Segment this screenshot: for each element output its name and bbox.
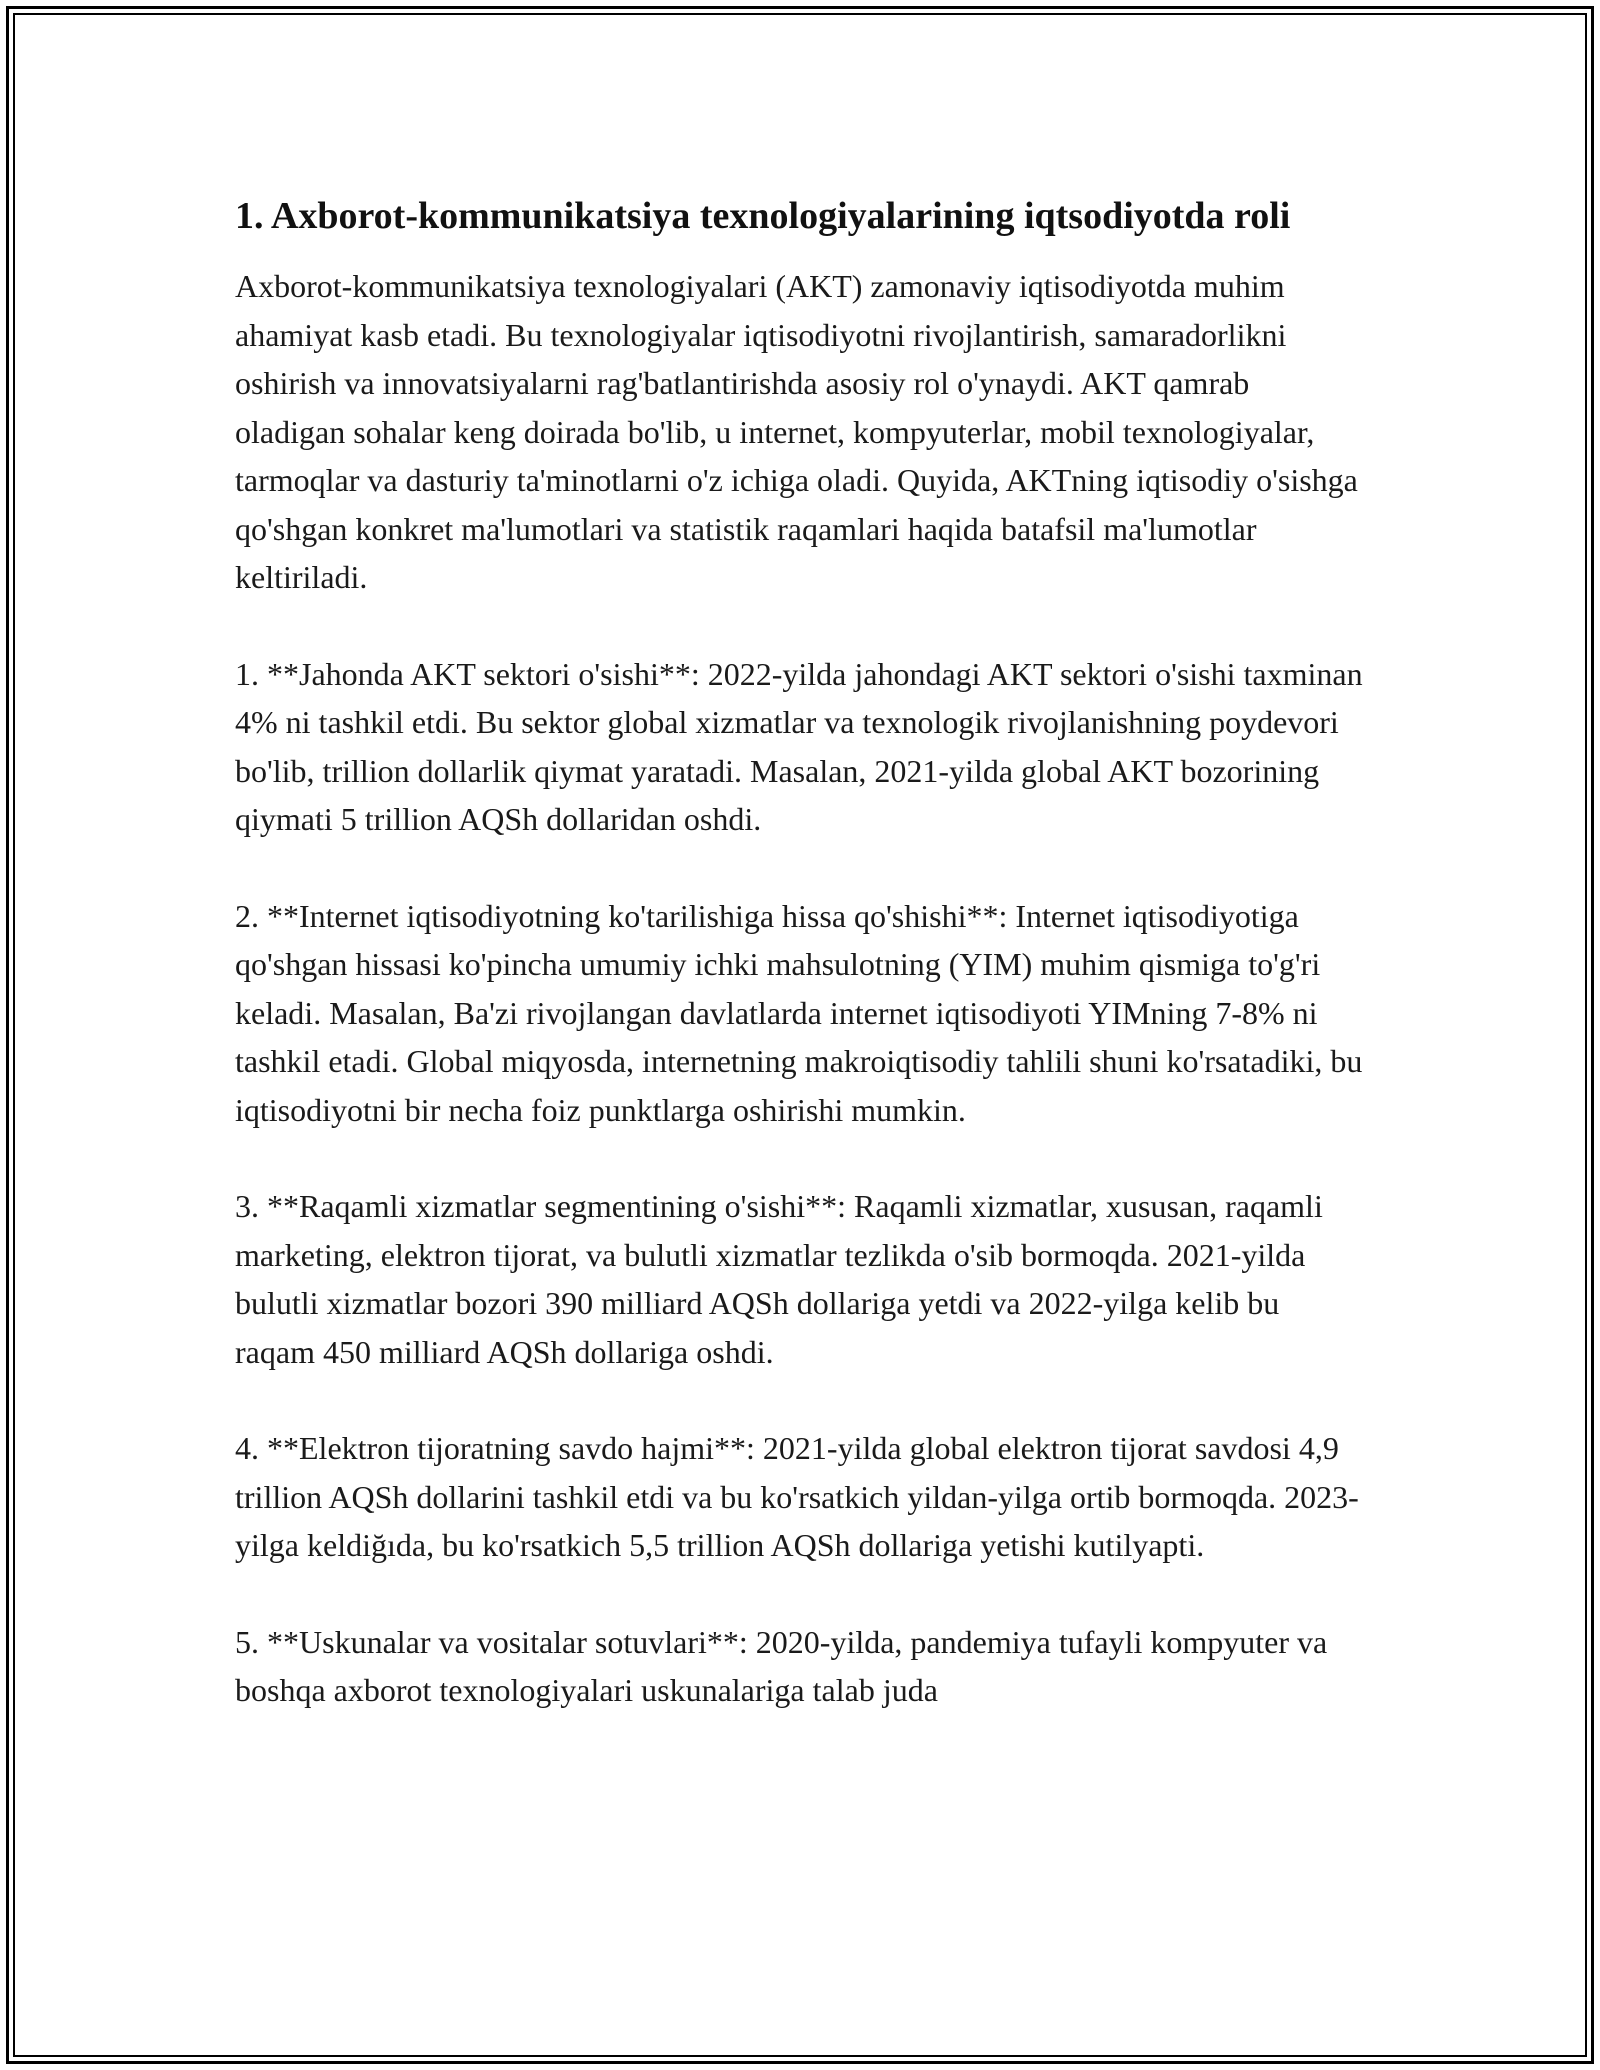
list-item: 2. **Internet iqtisodiyotning ko'tarilishiga hissa qo'shishi**: Internet iqtisodiyotiga qo'shgan hissasi ko'pincha umumiy ichki mahsulotning (YIM) muhim qismiga to'g'ri keladi. Masalan, Ba'zi rivojlangan davlatlarda internet iqtisodiyoti YIMning 7-8% ni tashkil etadi. Global miqyosda, internetning makroiqtisodiy tahlili shuni ko'rsatadiki, bu iqtisodiyotni bir necha foiz punktlarga oshirishi mumkin. [235,897,1363,1128]
intro-paragraph: Axborot-kommunikatsiya texnologiyalari (AKT) zamonaviy iqtisodiyotda muhim ahamiyat kasb etadi. Bu texnologiyalar iqtisodiyotni rivojlantirish, samaradorlikni oshirish va innovatsiyalarni rag'batlantirishda asosiy rol o'ynaydi. AKT qamrab oladigan sohalar keng doirada bo'lib, u internet, kompyuterlar, mobil texnologiyalar, tarmoqlar va dasturiy ta'minotlarni o'z ichiga oladi. Quyida, AKTning iqtisodiy o'sishga qo'shgan konkret ma'lumotlari va statistik raqamlari haqida batafsil ma'lumotlar keltiriladi. [235,268,1358,595]
document-body [235,188,1365,1763]
list-item: 5. **Uskunalar va vositalar sotuvlari**: 2020-yilda, pandemiya tufayli kompyuter va boshqa axborot texnologiyalari uskunalariga talab juda [235,1623,1328,1708]
document-title: 1. Axborot-kommunikatsiya texnologiyalarining iqtsodiyotda roli [235,195,1291,237]
list-item: 1. **Jahonda AKT sektori o'sishi**: 2022-yilda jahondagi AKT sektori o'sishi taxminan 4% ni tashkil etdi. Bu sektor global xizmatlar va texnologik rivojlanishning poydevori bo'lib, trillion dollarlik qiymat yaratadi. Masalan, 2021-yilda global AKT bozorining qiymati 5 trillion AQSh dollaridan oshdi. [235,655,1363,837]
list-item: 3. **Raqamli xizmatlar segmentining o'sishi**: Raqamli xizmatlar, xususan, raqamli marketing, elektron tijorat, va bulutli xizmatlar tezlikda o'sib bormoqda. 2021-yilda bulutli xizmatlar bozori 390 milliard AQSh dollariga yetdi va 2022-yilga kelib bu raqam 450 milliard AQSh dollariga oshdi. [235,1188,1323,1370]
list-item: 4. **Elektron tijoratning savdo hajmi**: 2021-yilda global elektron tijorat savdosi 4,9 trillion AQSh dollarini tashkil etdi va bu ko'rsatkich yildan-yilga ortib bormoqda. 2023-yilga keldiğıda, bu ko'rsatkich 5,5 trillion AQSh dollariga yetishi kutilyapti. [235,1430,1359,1563]
